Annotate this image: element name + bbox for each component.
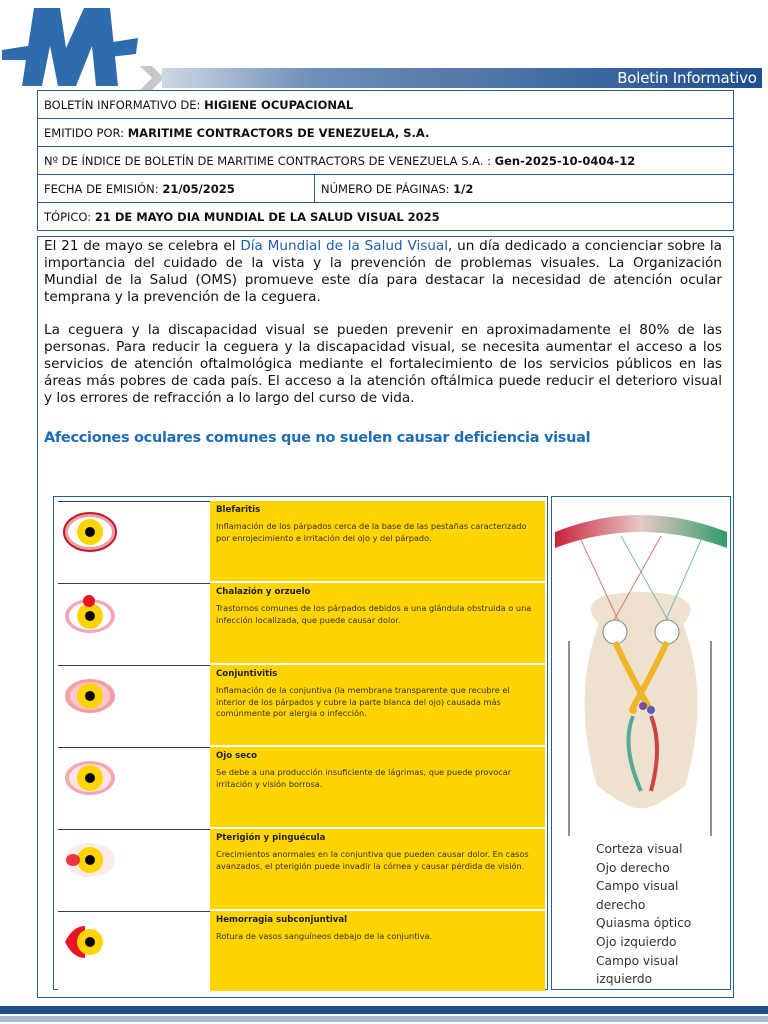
meta-indice: Nº DE ÍNDICE DE BOLETÍN DE MARITIME CONTRACTORS DE VENEZUELA S.A. : Gen-2025-10-0404-12 (38, 147, 734, 175)
meta-emitido: EMITIDO POR: MARITIME CONTRACTORS DE VENEZUELA, S.A. (38, 119, 734, 147)
banner-title: Boletin Informativo (617, 69, 757, 87)
footer-bar (0, 1004, 768, 1024)
paragraph-1: El 21 de mayo se celebra el Día Mundial de la Salud Visual, un día dedicado a concienciar sobre la importancia del cuidado de la vista y la prevención de problemas visuales. La Organización Mundial de la Salud (OMS) promueve este día para destacar la necesidad de atención ocular temprana y la prevención de la ceguera. (44, 238, 722, 305)
highlight-link: Día Mundial de la Salud Visual (240, 238, 449, 254)
condition-row: Hemorragia subconjuntival Rotura de vasos sanguíneos debajo de la conjuntiva. (58, 911, 545, 991)
eye-chalazion-icon (63, 592, 123, 636)
eye-hemorragia-icon (63, 920, 123, 964)
meta-paginas: NÚMERO DE PÁGINAS: 1/2 (315, 175, 734, 203)
section-heading: Afecciones oculares comunes que no suelen causar deficiencia visual (44, 430, 591, 446)
eye-pterigion-icon (63, 838, 123, 882)
condition-row: Ojo seco Se debe a una producción insuficiente de lágrimas, que puede provocar irritación y visión borrosa. (58, 747, 545, 827)
bulletin-meta-table (37, 90, 734, 231)
eye-blefaritis-icon (63, 510, 123, 554)
body-text (44, 238, 722, 423)
company-logo (0, 0, 150, 92)
meta-topico: TÓPICO: 21 DE MAYO DIA MUNDIAL DE LA SALUD VISUAL 2025 (38, 203, 734, 231)
meta-fecha: FECHA DE EMISIÓN: 21/05/2025 (38, 175, 315, 203)
brain-legend: Corteza visual Ojo derecho Campo visual derecho Quiasma óptico Ojo izquierdo Campo visual izquierdo (596, 842, 692, 987)
eye-ojo-seco-icon (63, 756, 123, 800)
paragraph-2: La ceguera y la discapacidad visual se pueden prevenir en aproximadamente el 80% de las personas. Para reducir la ceguera y la discapacidad visual, se necesita aumentar el acceso a los servicios de atención oftalmológica mediante el fortalecimiento de los servicios públicos en las áreas más pobres de cada país. El acceso a la atención oftálmica puede reducir el deterioro visual y los errores de refracción a lo largo del curso de vida. (44, 322, 722, 406)
condition-row: Blefaritis Inflamación de los párpados cerca de la base de las pestañas caracterizado por enrojecimiento e irritación del ojo y del párpado. (58, 501, 545, 581)
condition-row: Conjuntivitis Inflamación de la conjuntiva (la membrana transparente que recubre el interior de los párpados y cubre la parte blanca del ojo) causada más comúnmente por alergia o infección. (58, 665, 545, 745)
eye-conjuntivitis-icon (63, 674, 123, 718)
meta-boletin: BOLETÍN INFORMATIVO DE: HIGIENE OCUPACIONAL (38, 91, 734, 119)
brain-illustration (551, 496, 731, 836)
eye-conditions-infographic (53, 496, 548, 990)
condition-row: Pterigión y pinguécula Crecimientos anormales en la conjuntiva que pueden causar dolor. En casos avanzados, el pterigión puede invadir la córnea y causar pérdida de visión. (58, 829, 545, 909)
condition-row: Chalazión y orzuelo Trastornos comunes de los párpados debidos a una glándula obstruida o una infección localizada, que puede causar dolor. (58, 583, 545, 663)
